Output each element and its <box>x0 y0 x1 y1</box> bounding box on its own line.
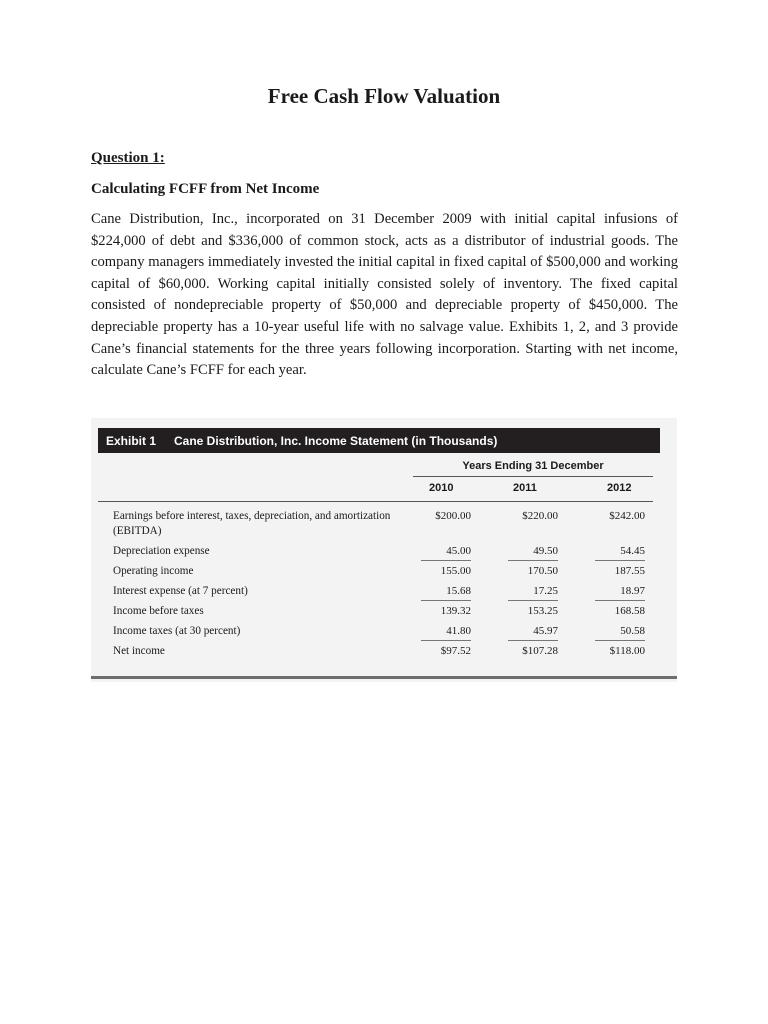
cell-operating-income-2012: 187.55 <box>614 565 645 577</box>
subtotal-rule <box>421 560 471 561</box>
column-header-rule <box>98 501 653 502</box>
cell-ebitda-2010: $200.00 <box>435 510 471 522</box>
cell-net-income-2010: $97.52 <box>440 645 471 657</box>
exhibit-bottom-rule <box>91 676 677 679</box>
cell-income-before-taxes-2010: 139.32 <box>440 605 471 617</box>
years-header: Years Ending 31 December <box>462 460 604 472</box>
subtotal-rule <box>595 560 645 561</box>
cell-net-income-2011: $107.28 <box>522 645 558 657</box>
subtotal-rule <box>508 560 558 561</box>
exhibit-header-bar <box>98 428 660 453</box>
cell-ebitda-2011: $220.00 <box>522 510 558 522</box>
row-label-net-income: Net income <box>113 645 165 657</box>
cell-interest-expense-2010: 15.68 <box>446 585 471 597</box>
row-label-income-taxes: Income taxes (at 30 percent) <box>113 625 241 637</box>
subtotal-rule <box>421 640 471 641</box>
exhibit-1-table <box>91 418 677 682</box>
exhibit-number: Exhibit 1 <box>106 433 157 448</box>
cell-income-taxes-2011: 45.97 <box>533 625 558 637</box>
cell-income-taxes-2010: 41.80 <box>446 625 471 637</box>
cell-income-before-taxes-2012: 168.58 <box>614 605 645 617</box>
cell-interest-expense-2012: 18.97 <box>620 585 645 597</box>
years-header-rule <box>413 476 653 477</box>
cell-ebitda-2012: $242.00 <box>609 510 645 522</box>
cell-depreciation-2012: 54.45 <box>620 545 645 557</box>
row-label-interest-expense: Interest expense (at 7 percent) <box>113 585 248 597</box>
section-subheading: Calculating FCFF from Net Income <box>91 181 320 197</box>
subtotal-rule <box>595 640 645 641</box>
page-title: Free Cash Flow Valuation <box>267 84 501 108</box>
row-label-ebitda: Earnings before interest, taxes, depreciation, and amortization (EBITDA) <box>113 510 391 537</box>
cell-operating-income-2011: 170.50 <box>527 565 558 577</box>
question-heading: Question 1: <box>91 150 165 166</box>
row-label-operating-income: Operating income <box>113 565 194 577</box>
subtotal-rule <box>421 600 471 601</box>
problem-paragraph: Cane Distribution, Inc., incorporated on 31 December 2009 with initial capital infusions of $224,000 of debt and $336,000 of common stock, acts as a distributor of industrial goods. The company managers immediately invested the initial capital in fixed capital of $500,000 and working capital of $60,000. Working capital initially consisted solely of inventory. The fixed capital consisted of nondepreciable property of $50,000 and depreciable property of $450,000. The depreciable property has a 10-year useful life with no salvage value. Exhibits 1, 2, and 3 provide Cane’s financial statements for the three years following incorporation. Starting with net income, calculate Cane’s FCFF for each year. <box>91 211 678 379</box>
cell-operating-income-2010: 155.00 <box>440 565 471 577</box>
cell-net-income-2012: $118.00 <box>609 645 645 657</box>
column-header-2011: 2011 <box>513 482 537 494</box>
cell-income-taxes-2012: 50.58 <box>620 625 645 637</box>
exhibit-title: Cane Distribution, Inc. Income Statement (in Thousands) <box>174 433 498 448</box>
cell-income-before-taxes-2011: 153.25 <box>527 605 558 617</box>
cell-interest-expense-2011: 17.25 <box>533 585 558 597</box>
cell-depreciation-2010: 45.00 <box>446 545 471 557</box>
column-header-2010: 2010 <box>429 482 454 494</box>
subtotal-rule <box>508 600 558 601</box>
row-label-depreciation: Depreciation expense <box>113 545 210 557</box>
subtotal-rule <box>508 640 558 641</box>
subtotal-rule <box>595 600 645 601</box>
column-header-2012: 2012 <box>607 482 632 494</box>
row-label-income-before-taxes: Income before taxes <box>113 605 204 617</box>
cell-depreciation-2011: 49.50 <box>533 545 558 557</box>
